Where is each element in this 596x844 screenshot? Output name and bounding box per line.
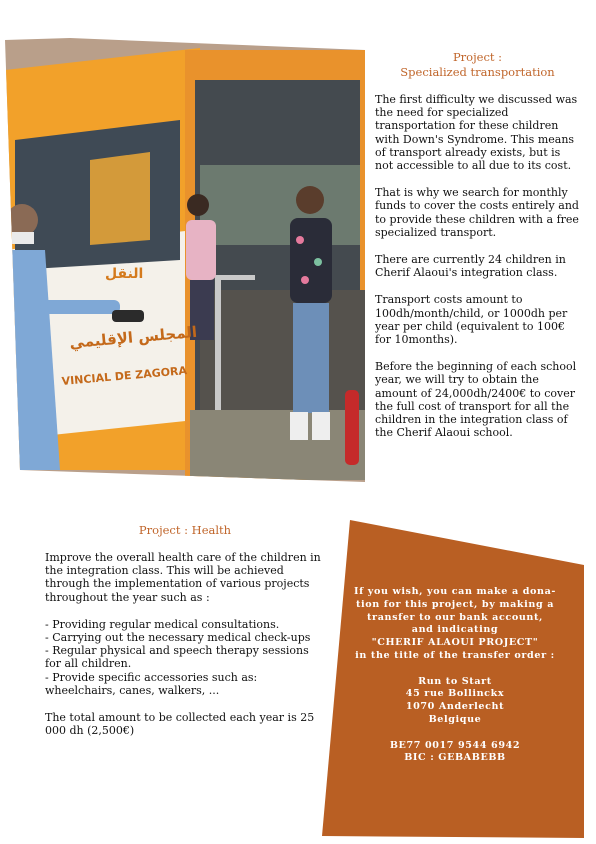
health-total: The total amount to be collected each year is 25 000 dh (2,500€) <box>45 711 315 738</box>
donation-text <box>345 586 565 765</box>
transport-title-line2: Specialized transportation <box>400 65 555 79</box>
transport-title <box>375 50 580 80</box>
donation-line-1: If you wish, you can make a dona- <box>354 586 556 597</box>
bus-sign-arabic: المجلس الإقليمي <box>68 322 198 352</box>
health-item-4: - Provide specific accessories such as: wheelchairs, canes, walkers, ... <box>45 670 258 697</box>
donation-line-2: tion for this project, by making a <box>355 598 555 610</box>
donation-iban: BE77 0017 9544 6942 <box>389 739 521 751</box>
donation-line-5: "CHERIF ALAOUI PROJECT" <box>371 637 539 649</box>
health-title: Project : Health <box>138 523 232 537</box>
donation-line-6: in the title of the transfer order : <box>355 649 555 661</box>
bus-sign-latin: VINCIAL DE ZAGORA <box>61 364 188 388</box>
bus-photo <box>0 0 380 500</box>
health-section <box>45 523 325 737</box>
donation-city: 1070 Anderlecht <box>405 701 505 713</box>
transport-para-3: There are currently 24 children in Cherif Alaoui's integration class. <box>375 253 566 280</box>
donation-line-3: transfer to our bank account, <box>367 611 543 623</box>
health-item-3: - Regular physical and speech therapy sessions for all children. <box>45 644 309 671</box>
donation-line-4: and indicating <box>411 624 499 636</box>
health-item-1: - Providing regular medical consultations. <box>45 617 280 631</box>
bus-sign-arabic-short: النقل <box>105 266 144 282</box>
health-intro: Improve the overall health care of the children in the integration class. This will be achieved through the implementation of various projects throughout the year such as : <box>45 551 321 604</box>
transport-para-2: That is why we search for monthly funds to cover the costs entirely and to provide these children with a free specialized transport. <box>375 186 579 239</box>
transport-para-4: Transport costs amount to 100dh/month/child, or 1000dh per year per child (equivalent to 100€ for 10months). <box>375 293 568 347</box>
health-item-2: - Carrying out the necessary medical check-ups <box>45 631 311 645</box>
transport-para-5: Before the beginning of each school year, we will try to obtain the amount of 24,000dh/2400€ to cover the full cost of transport for all the children in the integration class of the Cherif Alaoui school. <box>375 360 577 440</box>
donation-country: Belgique <box>428 713 482 725</box>
transport-section <box>375 50 580 439</box>
transport-para-1: The first difficulty we discussed was the need for specialized transportation for these children with Down's Syndrome. This means of transport already exists, but is not accessible to all due to its cost. <box>375 93 578 173</box>
donation-org: Run to Start <box>418 675 492 687</box>
transport-title-line1: Project : <box>452 50 503 64</box>
donation-street: 45 rue Bollinckx <box>405 688 505 700</box>
health-list <box>45 618 325 697</box>
donation-bic: BIC : GEBABEBB <box>404 752 506 764</box>
